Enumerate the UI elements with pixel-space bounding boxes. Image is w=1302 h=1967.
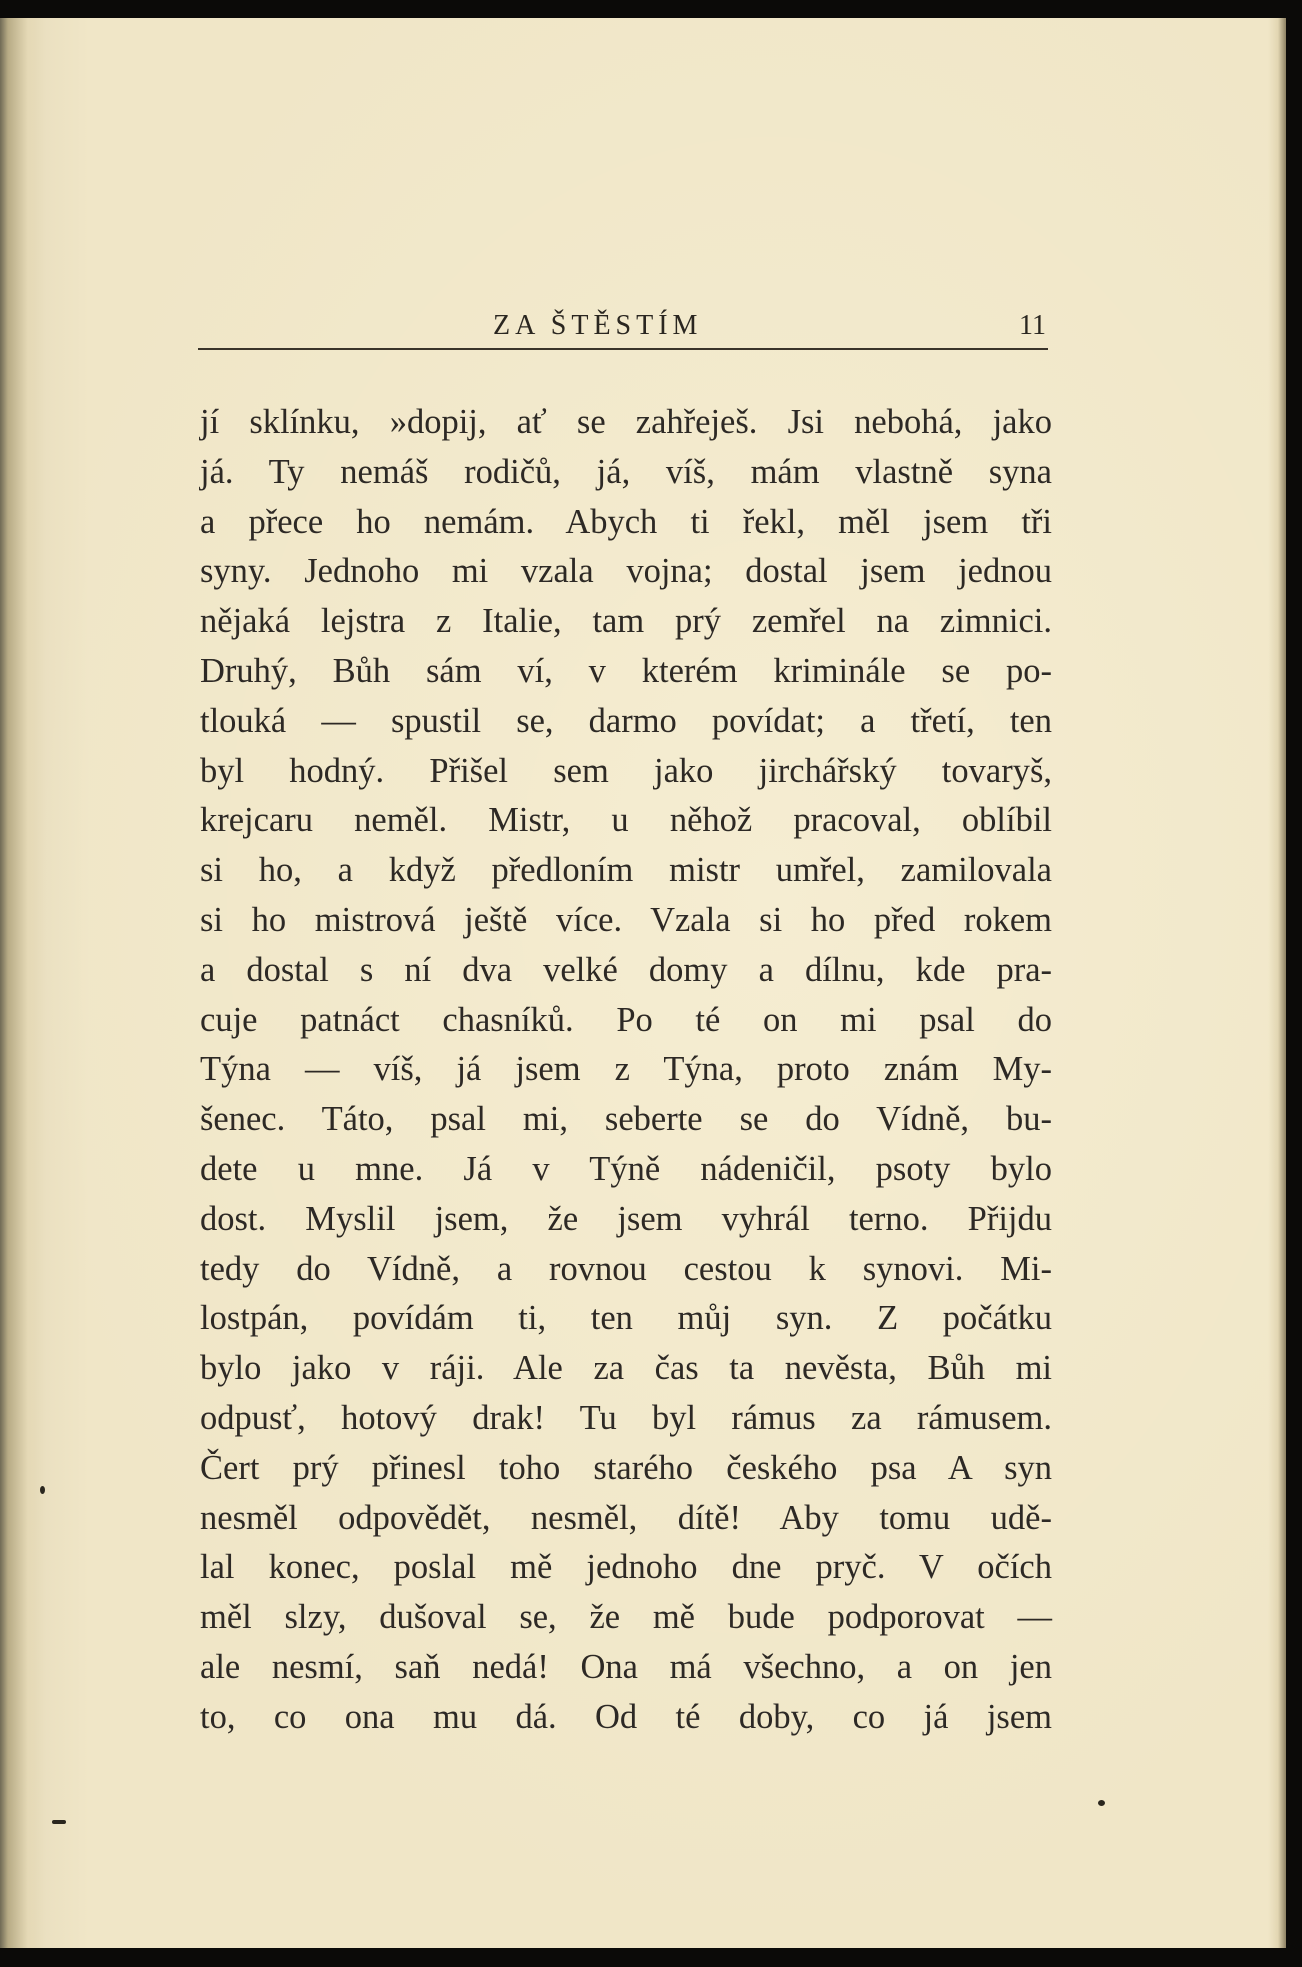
text-line: dost. Myslil jsem, že jsem vyhrál terno. Přijdu bbox=[200, 1199, 1052, 1238]
text-line: šenec. Táto, psal mi, seberte se do Vídně, bu- bbox=[200, 1100, 1052, 1139]
text-line: syny. Jednoho mi vzala vojna; dostal jsem jednou bbox=[200, 552, 1052, 591]
text-line: to, co ona mu dá. Od té doby, co já jsem bbox=[200, 1697, 1052, 1736]
body-text bbox=[200, 398, 1052, 1743]
text-line: a dostal s ní dva velké domy a dílnu, kde pra- bbox=[200, 950, 1052, 989]
text-line: Týna — víš, já jsem z Týna, proto znám My- bbox=[200, 1050, 1052, 1089]
paper-speck bbox=[1098, 1800, 1105, 1806]
text-line: nějaká lejstra z Italie, tam prý zemřel na zimnici. bbox=[200, 602, 1052, 641]
text-line: Druhý, Bůh sám ví, v kterém kriminále se po- bbox=[200, 651, 1052, 690]
book-page bbox=[0, 18, 1286, 1948]
text-line: odpusť, hotový drak! Tu byl rámus za rámusem. bbox=[200, 1398, 1052, 1437]
text-line: krejcaru neměl. Mistr, u něhož pracoval, oblíbil bbox=[200, 801, 1052, 840]
text-line: já. Ty nemáš rodičů, já, víš, mám vlastně syna bbox=[200, 452, 1052, 491]
text-line: byl hodný. Přišel sem jako jirchářský tovaryš, bbox=[200, 751, 1052, 790]
text-line: dete u mne. Já v Týně nádeničil, psoty bylo bbox=[200, 1149, 1052, 1188]
text-line: nesměl odpovědět, nesměl, dítě! Aby tomu udě- bbox=[200, 1498, 1052, 1537]
text-line: tedy do Vídně, a rovnou cestou k synovi. Mi- bbox=[200, 1249, 1052, 1288]
text-line: bylo jako v ráji. Ale za čas ta nevěsta, Bůh mi bbox=[200, 1349, 1052, 1388]
paper-speck bbox=[40, 1486, 45, 1494]
text-line: lostpán, povídám ti, ten můj syn. Z počátku bbox=[200, 1299, 1052, 1338]
text-line: si ho, a když předloním mistr umřel, zamilovala bbox=[200, 851, 1052, 890]
text-line: jí sklínku, »dopij, ať se zahřeješ. Jsi nebohá, jako bbox=[200, 403, 1052, 441]
page-gutter bbox=[0, 18, 46, 1948]
text-line: ale nesmí, saň nedá! Ona má všechno, a on jen bbox=[200, 1647, 1052, 1686]
page-number: 11 bbox=[1019, 310, 1046, 341]
text-line: si ho mistrová ještě více. Vzala si ho před rokem bbox=[200, 900, 1052, 939]
text-line: lal konec, poslal mě jednoho dne pryč. V očích bbox=[200, 1548, 1052, 1587]
text-line: Čert prý přinesl toho starého českého psa A syn bbox=[200, 1448, 1052, 1487]
page-header bbox=[198, 288, 1048, 350]
paper-speck bbox=[52, 1820, 66, 1824]
page-edge bbox=[1268, 18, 1286, 1948]
text-line: měl slzy, dušoval se, že mě bude podporovat — bbox=[200, 1598, 1052, 1637]
text-line: cuje patnáct chasníků. Po té on mi psal do bbox=[200, 1000, 1052, 1039]
running-title: ZA ŠTĚSTÍM bbox=[493, 310, 703, 341]
text-line: a přece ho nemám. Abych ti řekl, měl jsem tři bbox=[200, 502, 1052, 541]
text-line: tlouká — spustil se, darmo povídat; a třetí, ten bbox=[200, 701, 1052, 740]
